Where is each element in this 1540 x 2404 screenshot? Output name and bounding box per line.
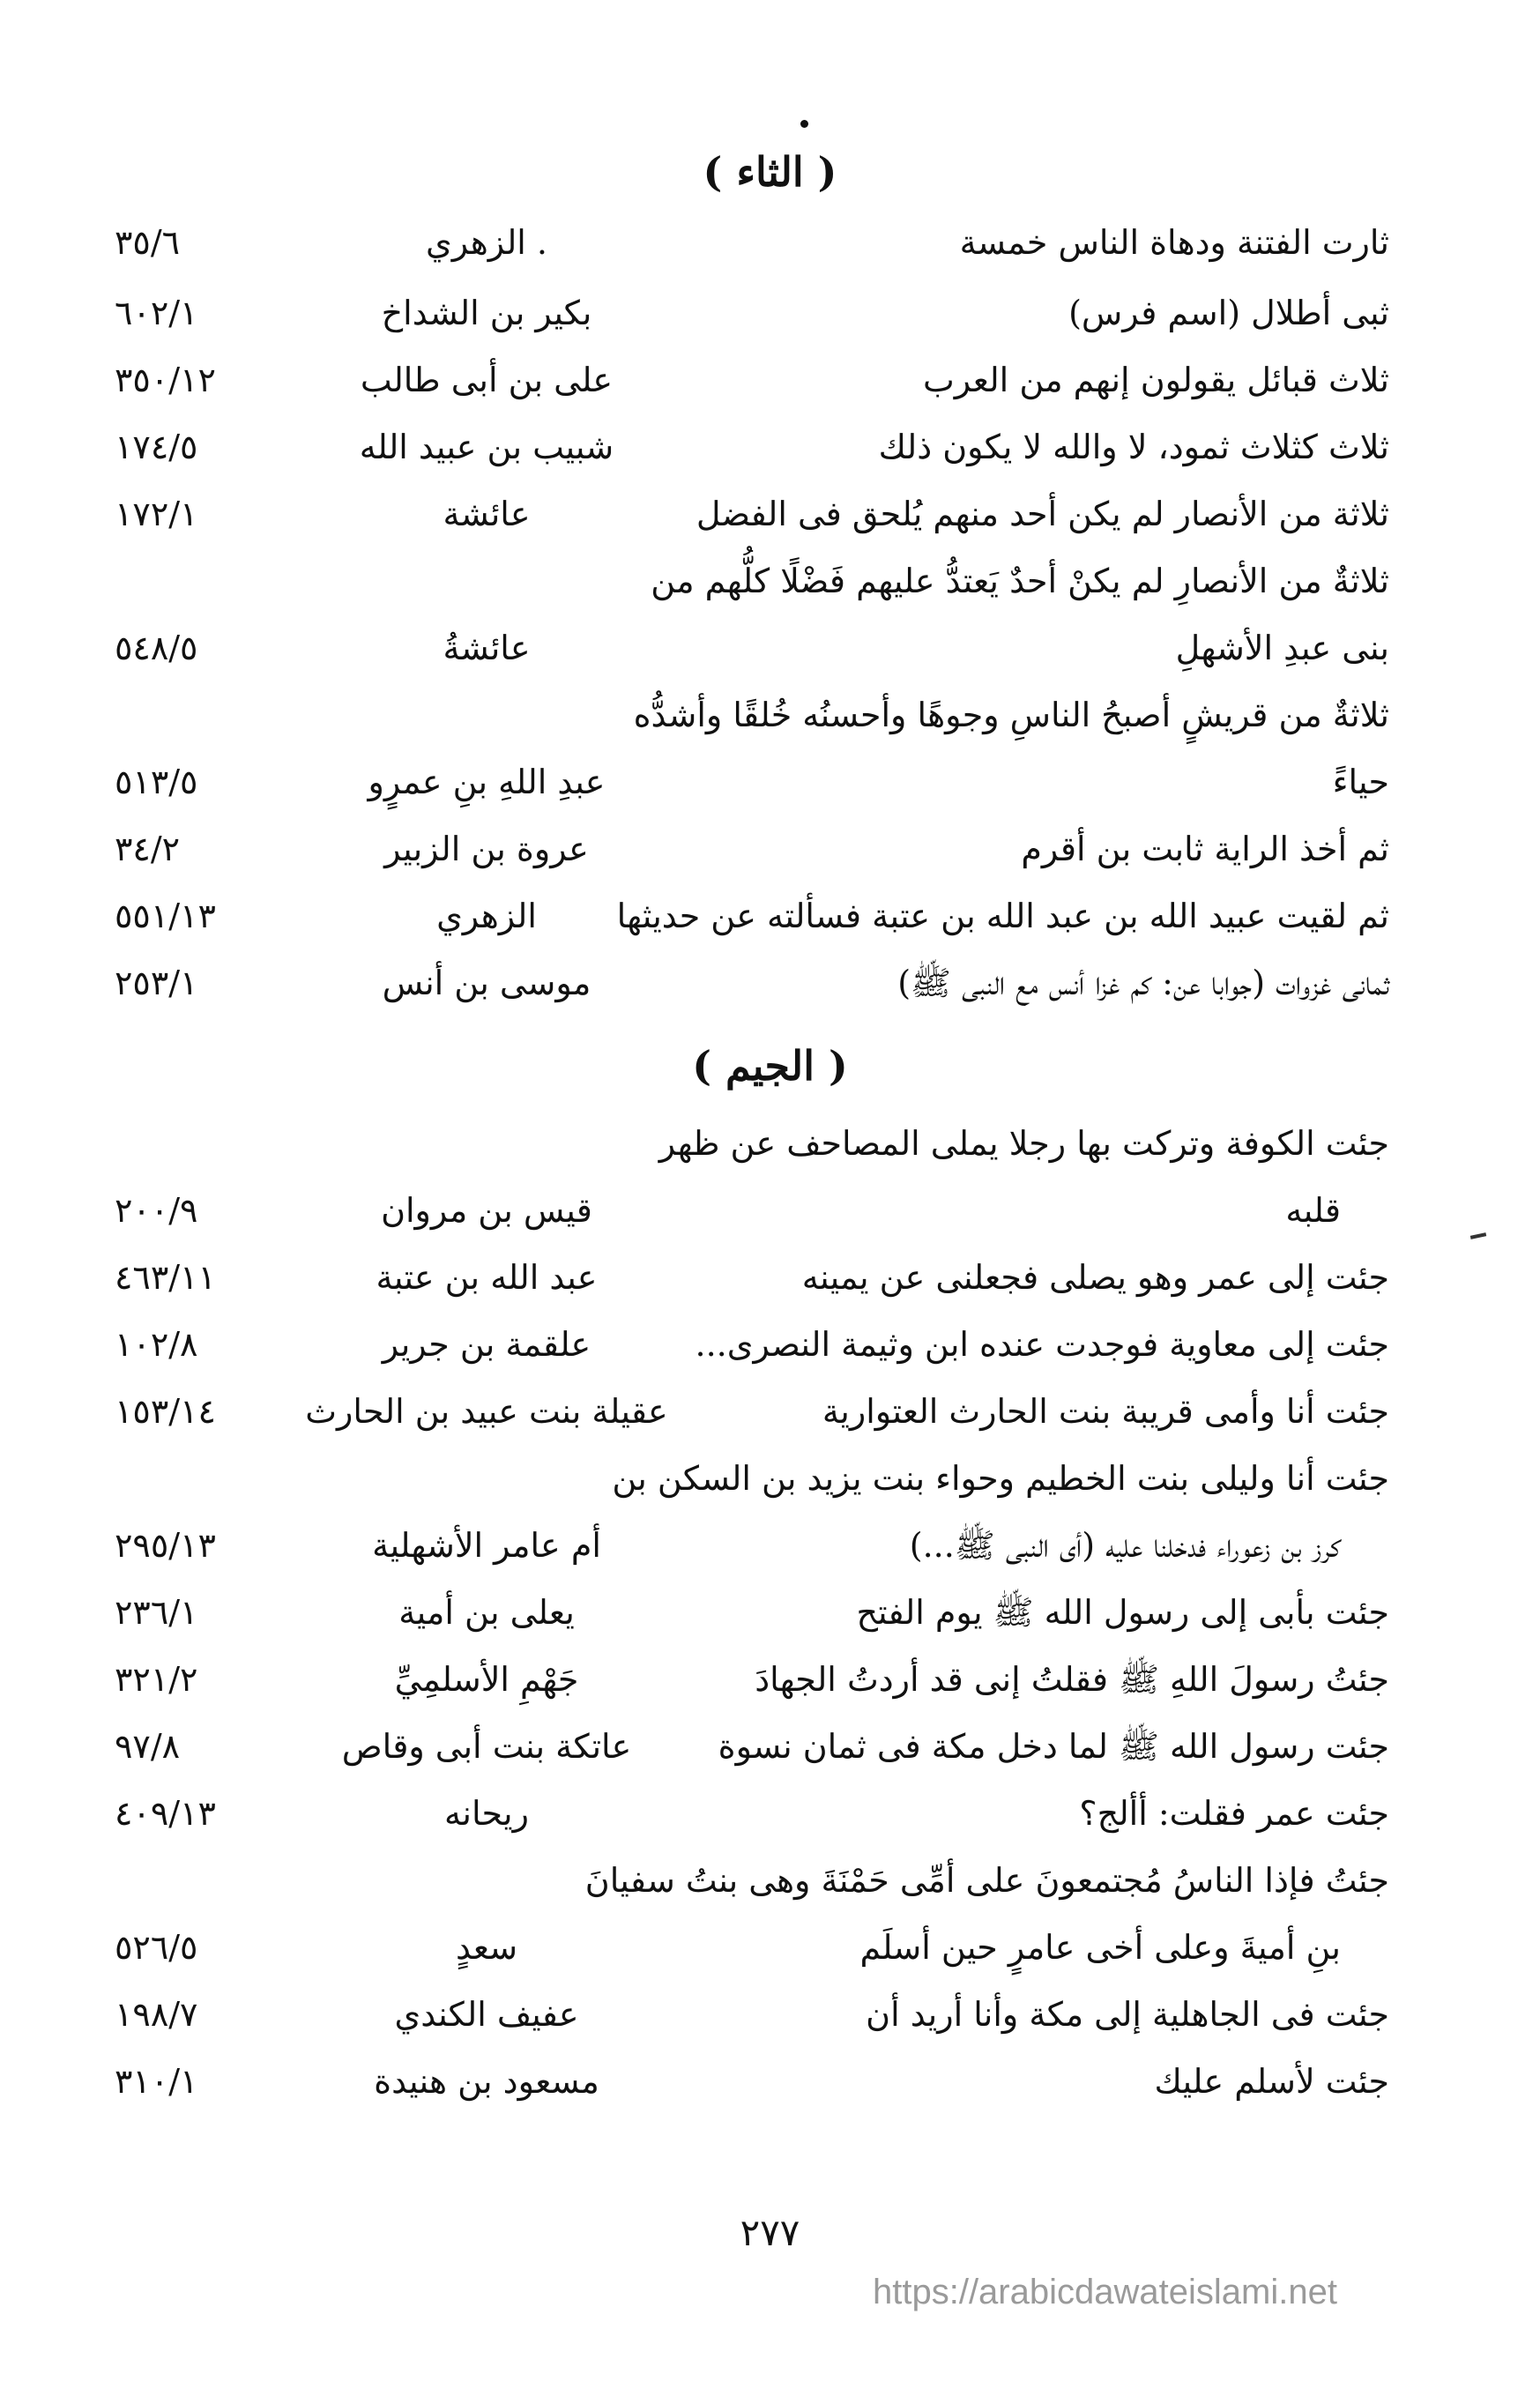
entry-reference: ١٠٢/٨: [115, 1325, 198, 1364]
entry-text: ثلاث كثلاث ثمود، لا والله لا يكون ذلك: [878, 428, 1389, 466]
list-item-line1: [0, 1850, 1540, 1911]
entry-text: ثبى أطلال (اسم فرس): [1068, 294, 1389, 332]
entry-text: ثم أخذ الراية ثابت بن أقرم: [1021, 830, 1389, 868]
list-item: [0, 483, 1540, 545]
entry-text: جئت أنا وليلى بنت الخطيم وحواء بنت يزيد بن السكن بن: [612, 1459, 1389, 1498]
entry-text-continuation: كرز بن زعوراء فدخلنا عليه (أى النبى ﷺ...): [909, 1526, 1341, 1565]
entry-narrator: ريحانه: [444, 1794, 529, 1833]
list-item: [0, 282, 1540, 344]
entry-narrator: يعلى بن أمية: [398, 1593, 575, 1632]
entry-text: ثلاثة من الأنصار لم يكن أحد منهم يُلحق فى الفضل: [696, 495, 1389, 533]
entry-reference: ٥٥١/١٣: [115, 897, 216, 935]
section-heading-tha: ( الثاء ): [703, 148, 837, 196]
entry-narrator: على بن أبى طالب: [360, 361, 614, 399]
list-item: [0, 952, 1540, 1014]
list-item-line2: [0, 751, 1540, 813]
entry-narrator: عائشة: [443, 495, 531, 533]
entry-text: جئتُ رسولَ اللهِ ﷺ فقلتُ إنى قد أردتُ الجهادَ: [755, 1660, 1389, 1699]
entry-text: جئت لأسلم عليك: [1154, 2062, 1389, 2101]
entry-reference: ٣٥/٦: [115, 223, 181, 262]
entry-narrator: أم عامر الأشهلية: [372, 1526, 601, 1565]
entry-reference: ١٥٣/١٤: [115, 1392, 216, 1431]
list-item: [0, 1783, 1540, 1844]
entry-reference: ٥٢٦/٥: [115, 1928, 198, 1967]
list-item: [0, 1314, 1540, 1375]
list-item-line2: [0, 1515, 1540, 1576]
entry-narrator: علقمة بن جرير: [382, 1325, 591, 1364]
entry-text-continuation: قلبه: [1285, 1191, 1341, 1230]
entry-narrator: عفيف الكندي: [394, 1995, 579, 2034]
list-item-line2: [0, 1180, 1540, 1241]
entry-narrator: عائشةُ: [443, 629, 531, 667]
list-item: [0, 1649, 1540, 1710]
entry-narrator: قيس بن مروان: [381, 1191, 592, 1230]
list-item: [0, 818, 1540, 880]
entry-reference: ٣٥٠/١٢: [115, 361, 216, 399]
list-item-line1: [0, 1448, 1540, 1509]
top-dot: [800, 120, 808, 128]
entry-reference: ٣١٠/١: [115, 2062, 198, 2101]
entry-text-continuation: حياءً: [1332, 763, 1389, 801]
entry-narrator: شبيب بن عبيد الله: [359, 428, 614, 466]
page-number: ٢٧٧: [740, 2211, 800, 2254]
entry-text: جئت بأبى إلى رسول الله ﷺ يوم الفتح: [856, 1593, 1389, 1632]
entry-text: جئت الكوفة وتركت بها رجلا يملى المصاحف عن ظهر: [658, 1124, 1389, 1163]
list-item-line1: [0, 550, 1540, 612]
entry-reference: ٣٢١/٢: [115, 1660, 198, 1699]
list-item: [0, 1716, 1540, 1777]
list-item: [0, 212, 1540, 273]
entry-text: جئت رسول الله ﷺ لما دخل مكة فى ثمان نسوة: [718, 1727, 1389, 1766]
entry-reference: ٢٣٦/١: [115, 1593, 198, 1632]
entry-text: جئت إلى عمر وهو يصلى فجعلنى عن يمينه: [801, 1258, 1389, 1297]
entry-narrator: جَهْمِ الأسلمِيِّ: [394, 1660, 579, 1699]
list-item: [0, 1381, 1540, 1442]
entry-reference: ٢٠٠/٩: [115, 1191, 198, 1230]
list-item: [0, 349, 1540, 411]
entry-text: ثلاث قبائل يقولون إنهم من العرب: [923, 361, 1389, 399]
list-item-line1: [0, 1113, 1540, 1174]
entry-reference: ٢٩٥/١٣: [115, 1526, 216, 1565]
entry-reference: ١٧٢/١: [115, 495, 198, 533]
entry-reference: ٩٧/٨: [115, 1727, 181, 1766]
entry-narrator: . الزهري: [425, 223, 547, 262]
list-item: [0, 885, 1540, 947]
entry-text: جئت فى الجاهلية إلى مكة وأنا أريد أن: [866, 1995, 1389, 2034]
entry-reference: ٦٠٢/١: [115, 294, 198, 332]
list-item: [0, 2050, 1540, 2112]
entry-reference: ١٩٨/٧: [115, 1995, 198, 2034]
entry-text-continuation: بنى عبدِ الأشهلِ: [1175, 629, 1389, 667]
entry-reference: ٥١٣/٥: [115, 763, 198, 801]
entry-narrator: سعدٍ: [455, 1928, 518, 1967]
entry-text: ثارت الفتنة ودهاة الناس خمسة: [959, 223, 1389, 262]
entry-text: ثم لقيت عبيد الله بن عبد الله بن عتبة فسألته عن حديثها: [616, 897, 1389, 935]
entry-narrator: مسعود بن هنيدة: [374, 2062, 599, 2101]
list-item-line1: [0, 684, 1540, 746]
entry-text: ثمانى غزوات (جوابا عن: كم غزا أنس مع النبى ﷺ): [897, 964, 1389, 1002]
list-item: [0, 1247, 1540, 1308]
entry-text-continuation: بنِ أميةَ وعلى أخى عامرٍ حين أسلَم: [859, 1928, 1341, 1967]
entry-reference: ٤٦٣/١١: [115, 1258, 216, 1297]
entry-reference: ١٧٤/٥: [115, 428, 198, 466]
watermark: https://arabicdawateislami.net: [873, 2273, 1337, 2311]
entry-narrator: عقيلة بنت عبيد بن الحارث: [305, 1392, 668, 1431]
entry-text: جئتُ فإذا الناسُ مُجتمعونَ على أمِّى حَمْنَةَ وهى بنتُ سفيانَ: [584, 1861, 1389, 1900]
entry-narrator: الزهري: [436, 897, 537, 935]
entry-text: جئت أنا وأمى قريبة بنت الحارث العتوارية: [822, 1392, 1389, 1431]
entry-narrator: بكير بن الشداخ: [381, 294, 592, 332]
entry-narrator: عاتكة بنت أبى وقاص: [341, 1727, 632, 1766]
entry-text: ثلاثةٌ من الأنصارِ لم يكنْ أحدٌ يَعتدُّ عليهم فَضْلًا كلُّهم من: [651, 562, 1389, 600]
entry-text: ثلاثةٌ من قريشٍ أصبحُ الناسِ وجوهًا وأحسنُه خُلقًا وأشدُّه: [633, 696, 1389, 734]
list-item: [0, 1983, 1540, 2045]
entry-reference: ٣٤/٢: [115, 830, 181, 868]
entry-reference: ٢٥٣/١: [115, 964, 198, 1002]
entry-text: جئت عمر فقلت: أألج؟: [1079, 1794, 1389, 1833]
entry-reference: ٤٠٩/١٣: [115, 1794, 216, 1833]
entry-narrator: عبدِ اللهِ بنِ عمرٍو: [368, 763, 606, 801]
list-item: [0, 416, 1540, 478]
entry-narrator: موسى بن أنس: [382, 964, 591, 1002]
list-item-line2: [0, 1917, 1540, 1978]
entry-text: جئت إلى معاوية فوجدت عنده ابن وثيمة النصرى...: [695, 1325, 1389, 1364]
entry-narrator: عبد الله بن عتبة: [376, 1258, 598, 1297]
list-item: [0, 1582, 1540, 1643]
entry-narrator: عروة بن الزبير: [384, 830, 589, 868]
section-heading-jim: ( الجيم ): [692, 1042, 848, 1090]
entry-reference: ٥٤٨/٥: [115, 629, 198, 667]
list-item-line2: [0, 617, 1540, 679]
